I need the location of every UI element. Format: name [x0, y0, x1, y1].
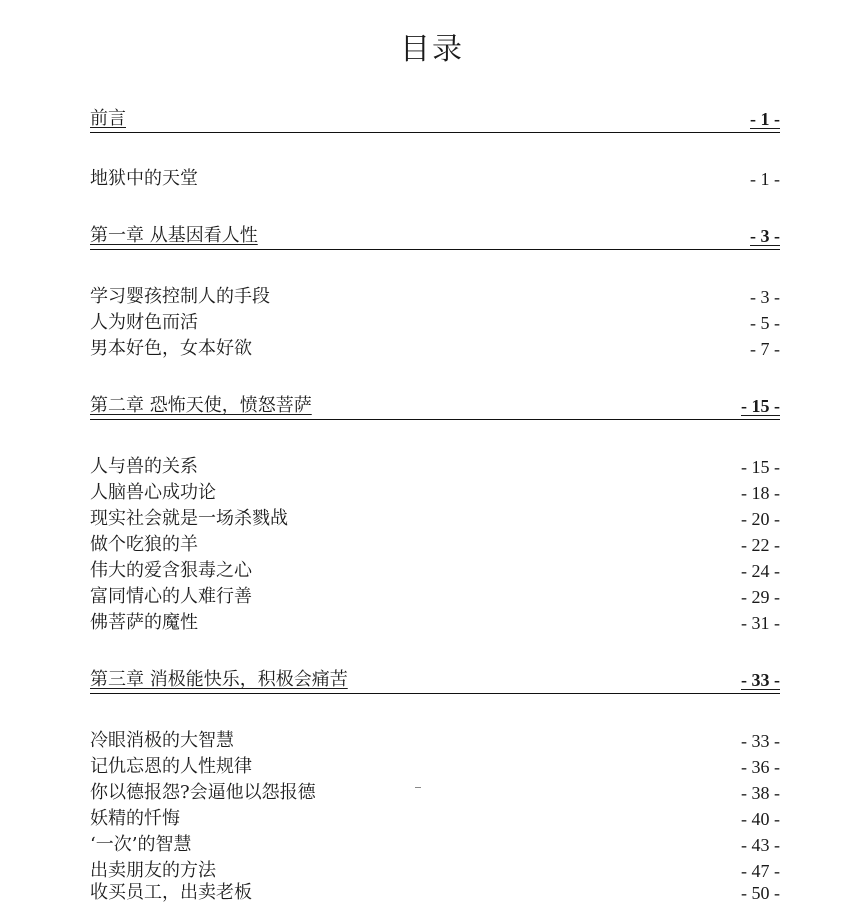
toc-page-number: - 43 - — [741, 835, 780, 855]
toc-page-number: - 40 - — [741, 809, 780, 829]
toc-page-number: - 29 - — [741, 587, 780, 607]
toc-page-number: - 20 - — [741, 509, 780, 529]
toc-item-title: ‘一次’的智慧 — [90, 834, 192, 855]
toc-item[interactable] — [90, 582, 780, 608]
toc-item[interactable] — [90, 804, 780, 830]
toc-item[interactable] — [90, 778, 780, 804]
toc-item-title: 人与兽的关系 — [90, 456, 198, 477]
toc-item[interactable] — [90, 308, 780, 334]
toc-item[interactable] — [90, 752, 780, 778]
toc-chapter-title: 前言 — [90, 108, 126, 129]
toc-page-number: - 1 - — [750, 169, 780, 189]
toc-page-number: - 50 - — [741, 883, 780, 903]
toc-page-number: - 5 - — [750, 313, 780, 333]
toc-item-title: 学习婴孩控制人的手段 — [90, 286, 270, 307]
toc-item[interactable] — [90, 504, 780, 530]
toc-item-title: 地狱中的天堂 — [90, 168, 198, 189]
toc-item-title: 冷眼消极的大智慧 — [90, 730, 234, 751]
toc-chapter-1[interactable] — [90, 221, 780, 250]
toc-item[interactable] — [90, 334, 780, 360]
toc-item[interactable] — [90, 452, 780, 478]
toc-page-number: - 3 - — [750, 287, 780, 307]
toc-page-number: - 33 - — [741, 731, 780, 751]
toc-chapter-title: 第二章 恐怖天使，愤怒菩萨 — [90, 395, 312, 416]
toc-item-title: 男本好色，女本好欲 — [90, 338, 252, 359]
page-title: 目录 — [400, 32, 464, 67]
toc-item[interactable] — [90, 530, 780, 556]
scan-speck — [415, 787, 421, 788]
toc-page-number: - 33 - — [741, 670, 780, 690]
toc-page-number: - 3 - — [750, 226, 780, 246]
toc-item-title: 伟大的爱含狠毒之心 — [90, 560, 252, 581]
toc-item[interactable] — [90, 556, 780, 582]
toc-item-title: 收买员工，出卖老板 — [90, 882, 252, 903]
toc-chapter-2[interactable] — [90, 391, 780, 420]
toc-page-number: - 15 - — [741, 457, 780, 477]
toc-item-title: 人为财色而活 — [90, 312, 198, 333]
toc-page-number: - 36 - — [741, 757, 780, 777]
toc-item-title: 做个吃狼的羊 — [90, 534, 198, 555]
toc-item-title: 人脑兽心成功论 — [90, 482, 216, 503]
toc-item[interactable] — [90, 478, 780, 504]
toc-item-title: 你以德报怨?会逼他以怨报德 — [90, 782, 316, 803]
toc-page-number: - 31 - — [741, 613, 780, 633]
toc-page-number: - 15 - — [741, 396, 780, 416]
toc-item[interactable] — [90, 878, 780, 904]
toc-item[interactable] — [90, 282, 780, 308]
toc-chapter-title: 第一章 从基因看人性 — [90, 225, 258, 246]
toc-item[interactable] — [90, 830, 780, 856]
toc-page-number: - 7 - — [750, 339, 780, 359]
toc-page-number: - 1 - — [750, 109, 780, 129]
toc-item-title: 妖精的忏悔 — [90, 808, 180, 829]
toc-item-title: 现实社会就是一场杀戮战 — [90, 508, 288, 529]
toc-item-title: 富同情心的人难行善 — [90, 586, 252, 607]
toc-page-number: - 24 - — [741, 561, 780, 581]
toc-item-title: 出卖朋友的方法 — [90, 860, 216, 881]
toc-page-number: - 22 - — [741, 535, 780, 555]
toc-item[interactable] — [90, 726, 780, 752]
toc-page-number: - 38 - — [741, 783, 780, 803]
toc-page-number: - 18 - — [741, 483, 780, 503]
toc-item[interactable] — [90, 608, 780, 634]
toc-item-title: 佛菩萨的魔性 — [90, 612, 198, 633]
toc-chapter-3[interactable] — [90, 665, 780, 694]
toc-item[interactable] — [90, 164, 780, 190]
toc-page-number: - 47 - — [741, 861, 780, 881]
toc-chapter-preface[interactable] — [90, 104, 780, 133]
toc-chapter-title: 第三章 消极能快乐，积极会痛苦 — [90, 669, 348, 690]
toc-item-title: 记仇忘恩的人性规律 — [90, 756, 252, 777]
